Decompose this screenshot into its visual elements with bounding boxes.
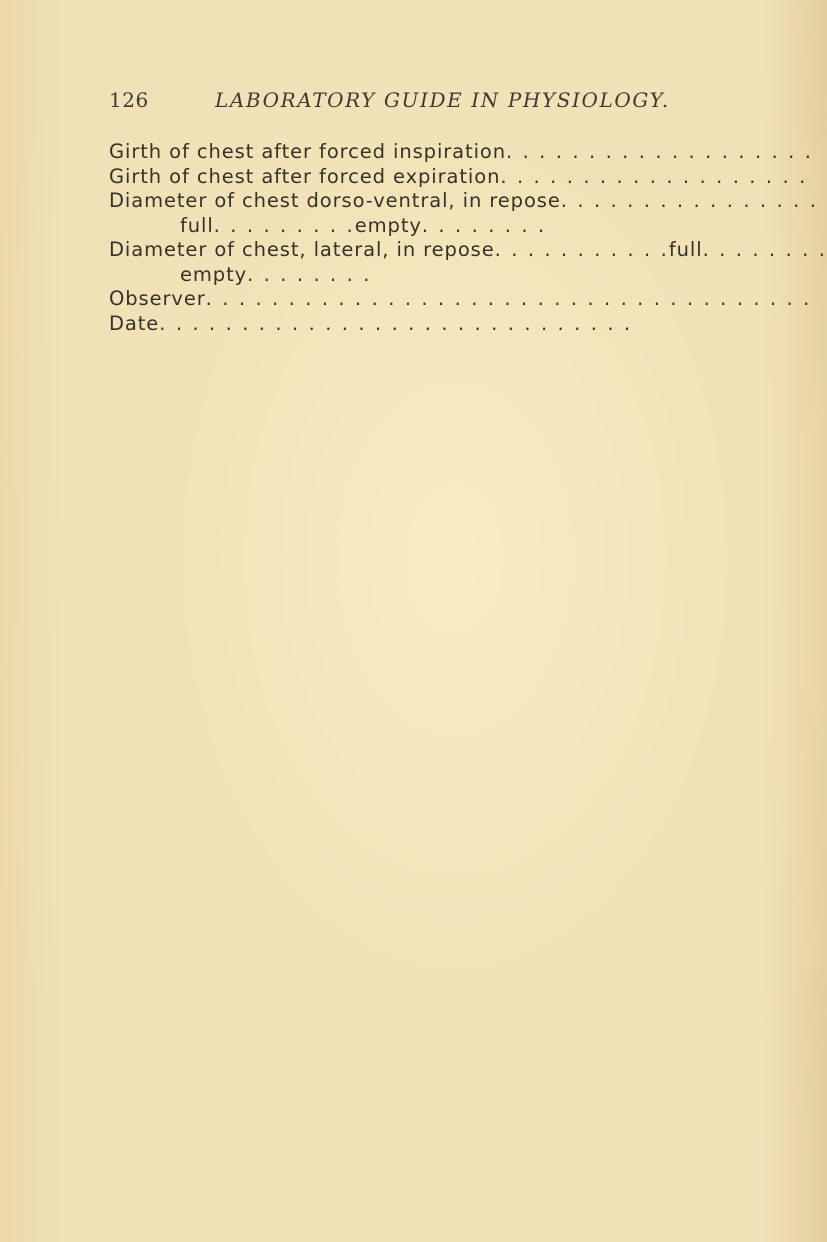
form-line-dorso-ventral-full-empty bbox=[109, 214, 749, 239]
form-line-diameter-dorso-ventral bbox=[109, 189, 819, 214]
field-label: Date bbox=[109, 311, 160, 335]
form-line-lateral-empty bbox=[109, 263, 749, 288]
field-label: Diameter of chest dorso-ventral, in repose bbox=[109, 189, 561, 212]
form-line-diameter-lateral bbox=[109, 238, 827, 263]
running-head bbox=[109, 88, 669, 118]
field-label-full: full bbox=[668, 238, 703, 261]
form-line-girth-expiration bbox=[109, 164, 808, 190]
fill-in-leader: . . . . . . . . . . . . . . . . . . . . . . . . . . . . . . . . . . . . . bbox=[205, 287, 812, 310]
page-number: 126 bbox=[109, 88, 149, 112]
fill-in-leader: . . . . . . . . . . . bbox=[494, 238, 669, 261]
fill-in-leader: . . . . . . . . . . . . . . . . . . . . . . . . . . . . . bbox=[159, 311, 633, 335]
form-line-date bbox=[109, 312, 749, 337]
field-label-full: full bbox=[180, 213, 214, 237]
form-line-observer bbox=[109, 287, 812, 312]
field-label: Observer bbox=[109, 287, 206, 310]
field-label: Girth of chest after forced expiration bbox=[109, 164, 501, 188]
measurement-form bbox=[109, 140, 827, 336]
fill-in-leader: . . . . . . . . . . . . . . . . . . . bbox=[505, 140, 814, 163]
field-label-empty: empty bbox=[354, 213, 422, 237]
field-label-empty: empty bbox=[180, 262, 248, 286]
field-label: Diameter of chest, lateral, in repose bbox=[109, 238, 495, 261]
fill-in-leader: . . . . . . . . . . . . . . . . bbox=[560, 189, 819, 212]
fill-in-leader: . . . . . . . . bbox=[247, 262, 372, 286]
fill-in-leader: . . . . . . . . . . . . . . . . . . . bbox=[500, 164, 808, 188]
fill-in-leader: . . . . . . . . . bbox=[213, 213, 355, 237]
fill-in-leader: . . . . . . . . bbox=[421, 213, 547, 237]
form-line-girth-inspiration bbox=[109, 140, 814, 165]
fill-in-leader: . . . . . . . . bbox=[702, 238, 827, 261]
running-title: LABORATORY GUIDE IN PHYSIOLOGY. bbox=[215, 88, 670, 112]
field-label: Girth of chest after forced inspiration bbox=[109, 140, 506, 163]
